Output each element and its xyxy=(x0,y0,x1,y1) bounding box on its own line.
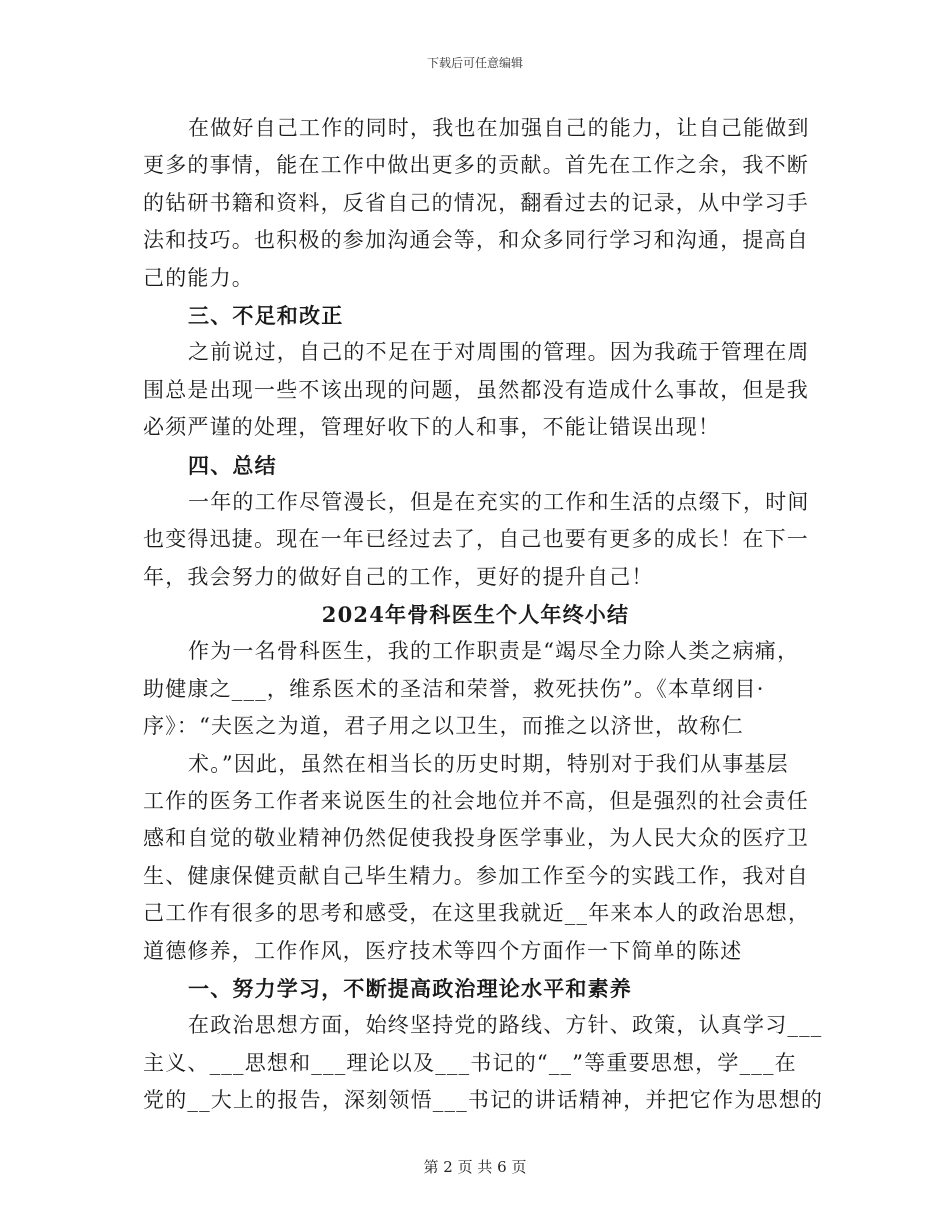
paragraph-line: 工作的医务工作者来说医生的社会地位并不高，但是强烈的社会责任 xyxy=(143,789,809,814)
document-body xyxy=(143,110,824,1120)
paragraph-line: 术。”因此，虽然在相当长的历史时期，特别对于我们从事基层 xyxy=(188,751,789,776)
paragraph-line: 也变得迅捷。现在一年已经过去了，自己也要有更多的成长！在下一 xyxy=(143,527,809,552)
page-number-footer: 第 2 页 共 6 页 xyxy=(423,1158,527,1176)
paragraph-line: 在政治思想方面，始终坚持党的路线、方针、政策，认真学习___ xyxy=(188,1013,823,1038)
paragraph-line: 之前说过，自己的不足在于对周围的管理。因为我疏于管理在周 xyxy=(188,340,810,365)
section-heading: 四、总结 xyxy=(188,452,277,478)
section-heading: 三、不足和改正 xyxy=(188,302,344,328)
paragraph-line: 道德修养，工作作风，医疗技术等四个方面作一下简单的陈述 xyxy=(143,938,743,963)
paragraph-line: 的钻研书籍和资料，反省自己的情况，翻看过去的记录，从中学习手 xyxy=(143,190,809,215)
paragraph-line: 更多的事情，能在工作中做出更多的贡献。首先在工作之余，我不断 xyxy=(143,153,809,178)
paragraph-line: 法和技巧。也积极的参加沟通会等，和众多同行学习和沟通，提高自 xyxy=(143,228,809,253)
paragraph-line: 助健康之___，维系医术的圣洁和荣誉，救死扶伤”。《本草纲目· xyxy=(143,676,765,701)
document-title: 2024年骨科医生个人年终小结 xyxy=(321,602,630,628)
paragraph-line: 己的能力。 xyxy=(143,265,254,290)
paragraph-line: 围总是出现一些不该出现的问题，虽然都没有造成什么事故，但是我 xyxy=(143,377,809,402)
paragraph-line: 生、健康保健贡献自己毕生精力。参加工作至今的实践工作，我对自 xyxy=(143,863,809,888)
paragraph-line: 党的__大上的报告，深刻领悟___书记的讲话精神，并把它作为思想的 xyxy=(143,1088,824,1113)
paragraph-line: 必须严谨的处理，管理好收下的人和事，不能让错误出现！ xyxy=(143,415,721,440)
paragraph-line: 一年的工作尽管漫长，但是在充实的工作和生活的点缀下，时间 xyxy=(188,489,810,514)
paragraph-line: 年，我会努力的做好自己的工作，更好的提升自己！ xyxy=(143,564,654,589)
paragraph-line: 作为一名骨科医生，我的工作职责是“竭尽全力除人类之病痛， xyxy=(188,639,800,664)
paragraph-line: 己工作有很多的思考和感受，在这里我就近__年来本人的政治思想， xyxy=(143,901,811,926)
paragraph-line: 在做好自己工作的同时，我也在加强自己的能力，让自己能做到 xyxy=(188,116,810,140)
page-header-note: 下载后可任意编辑 xyxy=(426,56,523,70)
section-heading: 一、努力学习，不断提高政治理论水平和素养 xyxy=(188,975,632,1001)
paragraph-line: 主义、___思想和___理论以及___书记的“__”等重要思想，学___在 xyxy=(143,1050,797,1075)
paragraph-line: 序》：“夫医之为道，君子用之以卫生，而推之以济世，故称仁 xyxy=(143,714,744,739)
paragraph-line: 感和自觉的敬业精神仍然促使我投身医学事业，为人民大众的医疗卫 xyxy=(143,826,809,851)
